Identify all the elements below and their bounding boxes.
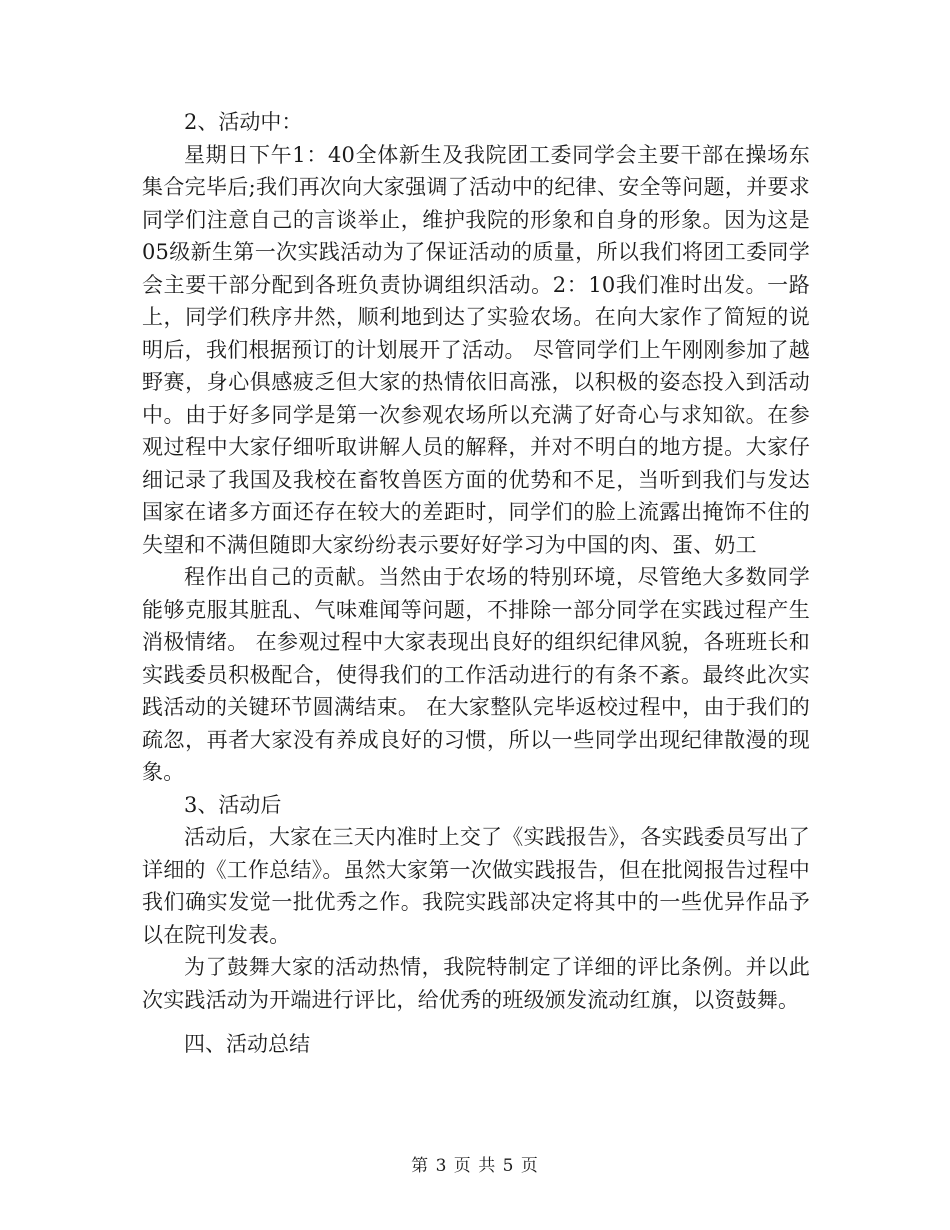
section-heading-summary: 四、活动总结 [184, 1032, 310, 1056]
page-number-footer: 第 3 页 共 5 页 [411, 1156, 539, 1176]
paragraph: 星期日下午1：40全体新生及我院团工委同学会主要干部在操场东集合完毕后;我们再次向大家强调了活动中的纪律、安全等问题，并要求同学们注意自己的言谈举止，维护我院的形象和自身的形象。因为这是05级新生第一次实践活动为了保证活动的质量，所以我们将团工委同学会主要干部分配到各班负责协调组织活动。2：10我们准时出发。一路上，同学们秩序井然，顺利地到达了实验农场。在向大家作了简短的说明后，我们根据预订的计划展开了活动。 尽管同学们上午刚刚参加了越野赛，身心俱感疲乏但大家的热情依旧高涨，以积极的姿态投入到活动中。由于好多同学是第一次参观农场所以充满了好奇心与求知欲。在参观过程中大家仔细听取讲解人员的解释，并对不明白的地方提。大家仔细记录了我国及我校在畜牧兽医方面的优势和不足，当听到我们与发达国家在诸多方面还存在较大的差距时，同学们的脸上流露出掩饰不住的失望和不满但随即大家纷纷表示要好好学习为中国的肉、蛋、奶工 [142, 142, 810, 557]
section-heading-after: 3、活动后 [184, 792, 282, 817]
paragraph: 为了鼓舞大家的活动热情，我院特制定了详细的评比条例。并以此次实践活动为开端进行评比，给优秀的班级颁发流动红旗，以资鼓舞。 [142, 955, 810, 1012]
document-body [142, 106, 810, 1061]
section-heading-during: 2、活动中： [184, 110, 303, 134]
paragraph: 程作出自己的贡献。当然由于农场的特别环境，尽管绝大多数同学能够克服其脏乱、气味难闻等问题，不排除一部分同学在实践过程产生消极情绪。 在参观过程中大家表现出良好的组织纪律风貌，各班班长和实践委员积极配合，使得我们的工作活动进行的有条不紊。最终此次实践活动的关键环节圆满结束。 在大家整队完毕返校过程中，由于我们的疏忽，再者大家没有养成良好的习惯，所以一些同学出现纪律散漫的现象。 [142, 565, 810, 784]
paragraph: 活动后，大家在三天内准时上交了《实践报告》，各实践委员写出了详细的《工作总结》。虽然大家第一次做实践报告，但在批阅报告过程中我们确实发觉一批优秀之作。我院实践部决定将其中的一些优异作品予以在院刊发表。 [142, 825, 810, 947]
